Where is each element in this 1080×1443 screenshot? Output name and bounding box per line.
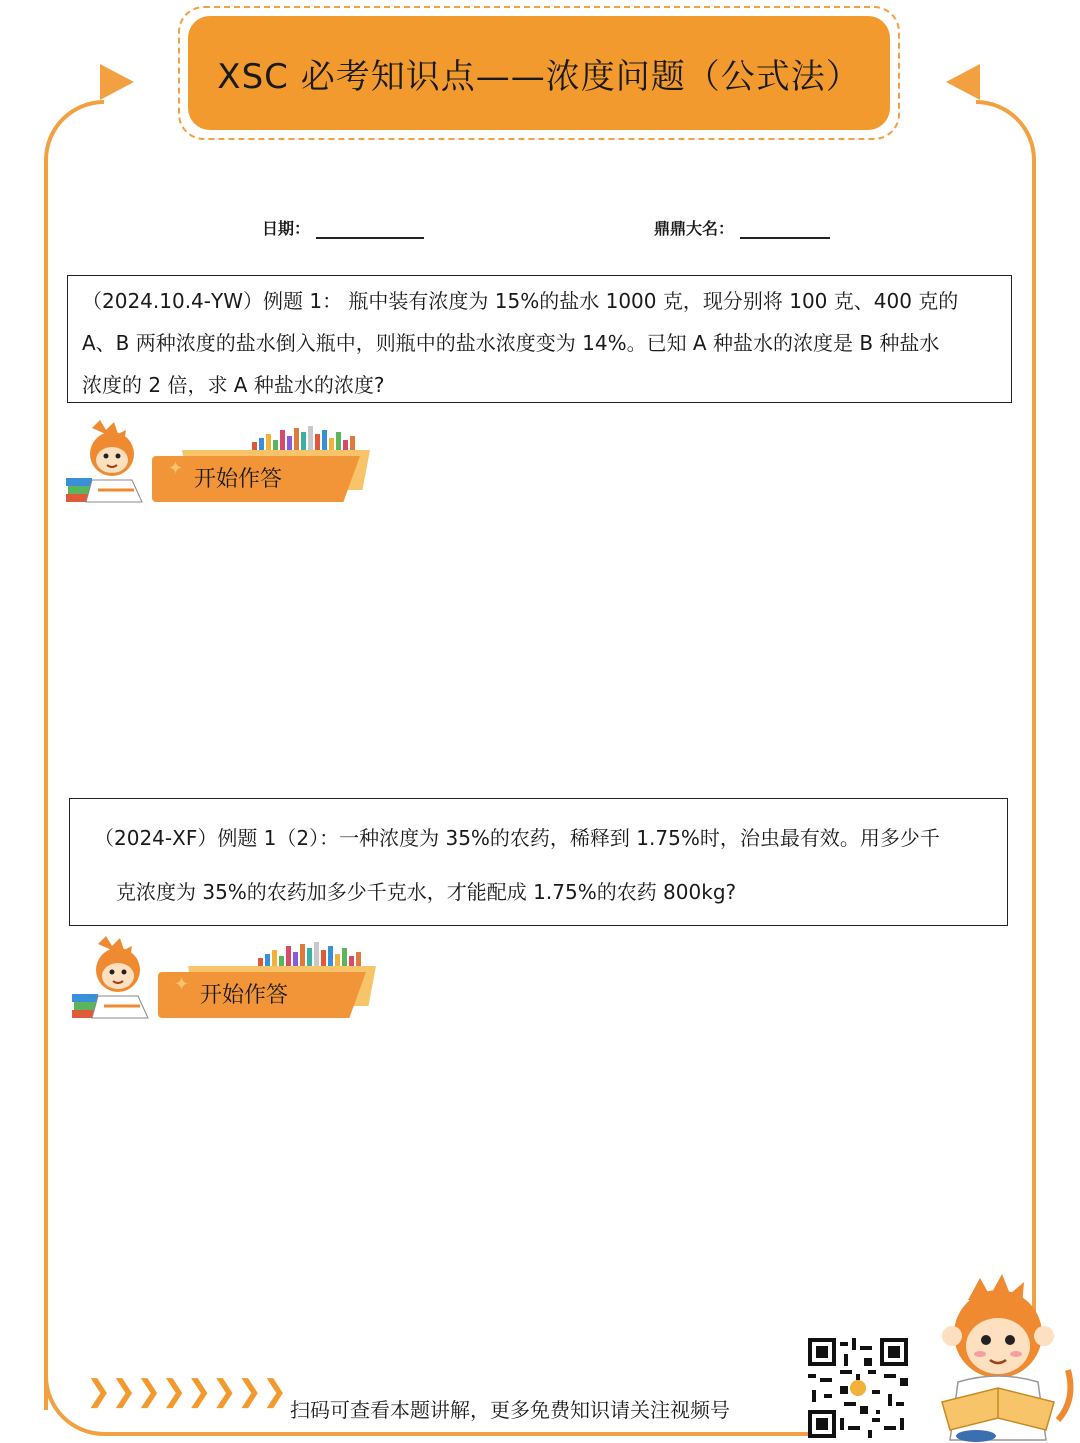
answer-badge-label: 开始作答 (200, 983, 289, 1008)
sparkle-icon: ✦ (168, 458, 184, 479)
problem-1-line: A、B 两种浓度的盐水倒入瓶中，则瓶中的盐水浓度变为 14%。已知 A 种盐水的浓度是 B 种盐水 (82, 331, 940, 355)
answer-badge-label: 开始作答 (194, 467, 283, 492)
name-field (654, 216, 830, 239)
date-label: 日期： (262, 219, 311, 238)
title-banner (188, 16, 890, 130)
name-label: 鼎鼎大名： (654, 219, 735, 238)
date-blank-line[interactable] (316, 223, 424, 239)
answer-badge (68, 936, 378, 1020)
problem-2-line: （2024-XF）例题 1（2）：一种浓度为 35%的农药，稀释到 1.75%时，治虫最有效。用多少千 (94, 826, 940, 850)
arrow-left-icon (946, 64, 980, 100)
answer-badge (62, 420, 372, 504)
problem-box-2 (69, 798, 1008, 926)
monkey-mascot-icon (68, 936, 164, 1020)
sparkle-icon: ✦ (174, 974, 190, 995)
problem-box-1 (67, 275, 1012, 403)
books-decoration (258, 942, 368, 968)
chevron-right-icon: ❯❯❯❯❯❯❯❯ (86, 1374, 288, 1409)
name-blank-line[interactable] (740, 223, 830, 239)
books-decoration (252, 426, 362, 452)
date-field (262, 216, 424, 239)
problem-1-line: 浓度的 2 倍，求 A 种盐水的浓度? (82, 373, 385, 397)
frame-bottom-border (110, 1432, 810, 1436)
chevrons-decoration (86, 1374, 288, 1409)
monkey-mascot-icon (62, 420, 158, 504)
qr-code-icon[interactable] (808, 1338, 908, 1438)
page-title: XSC 必考知识点——浓度问题（公式法） (217, 56, 861, 97)
monkey-reading-mascot-icon (918, 1270, 1078, 1442)
arrow-right-icon (100, 64, 134, 100)
problem-2-line: 克浓度为 35%的农药加多少千克水，才能配成 1.75%的农药 800kg? (116, 880, 737, 904)
footer-text: 扫码可查看本题讲解，更多免费知识请关注视频号 (290, 1398, 730, 1422)
problem-1-line: （2024.10.4-YW）例题 1： 瓶中装有浓度为 15%的盐水 1000 克，现分别将 100 克、400 克的 (82, 289, 959, 313)
